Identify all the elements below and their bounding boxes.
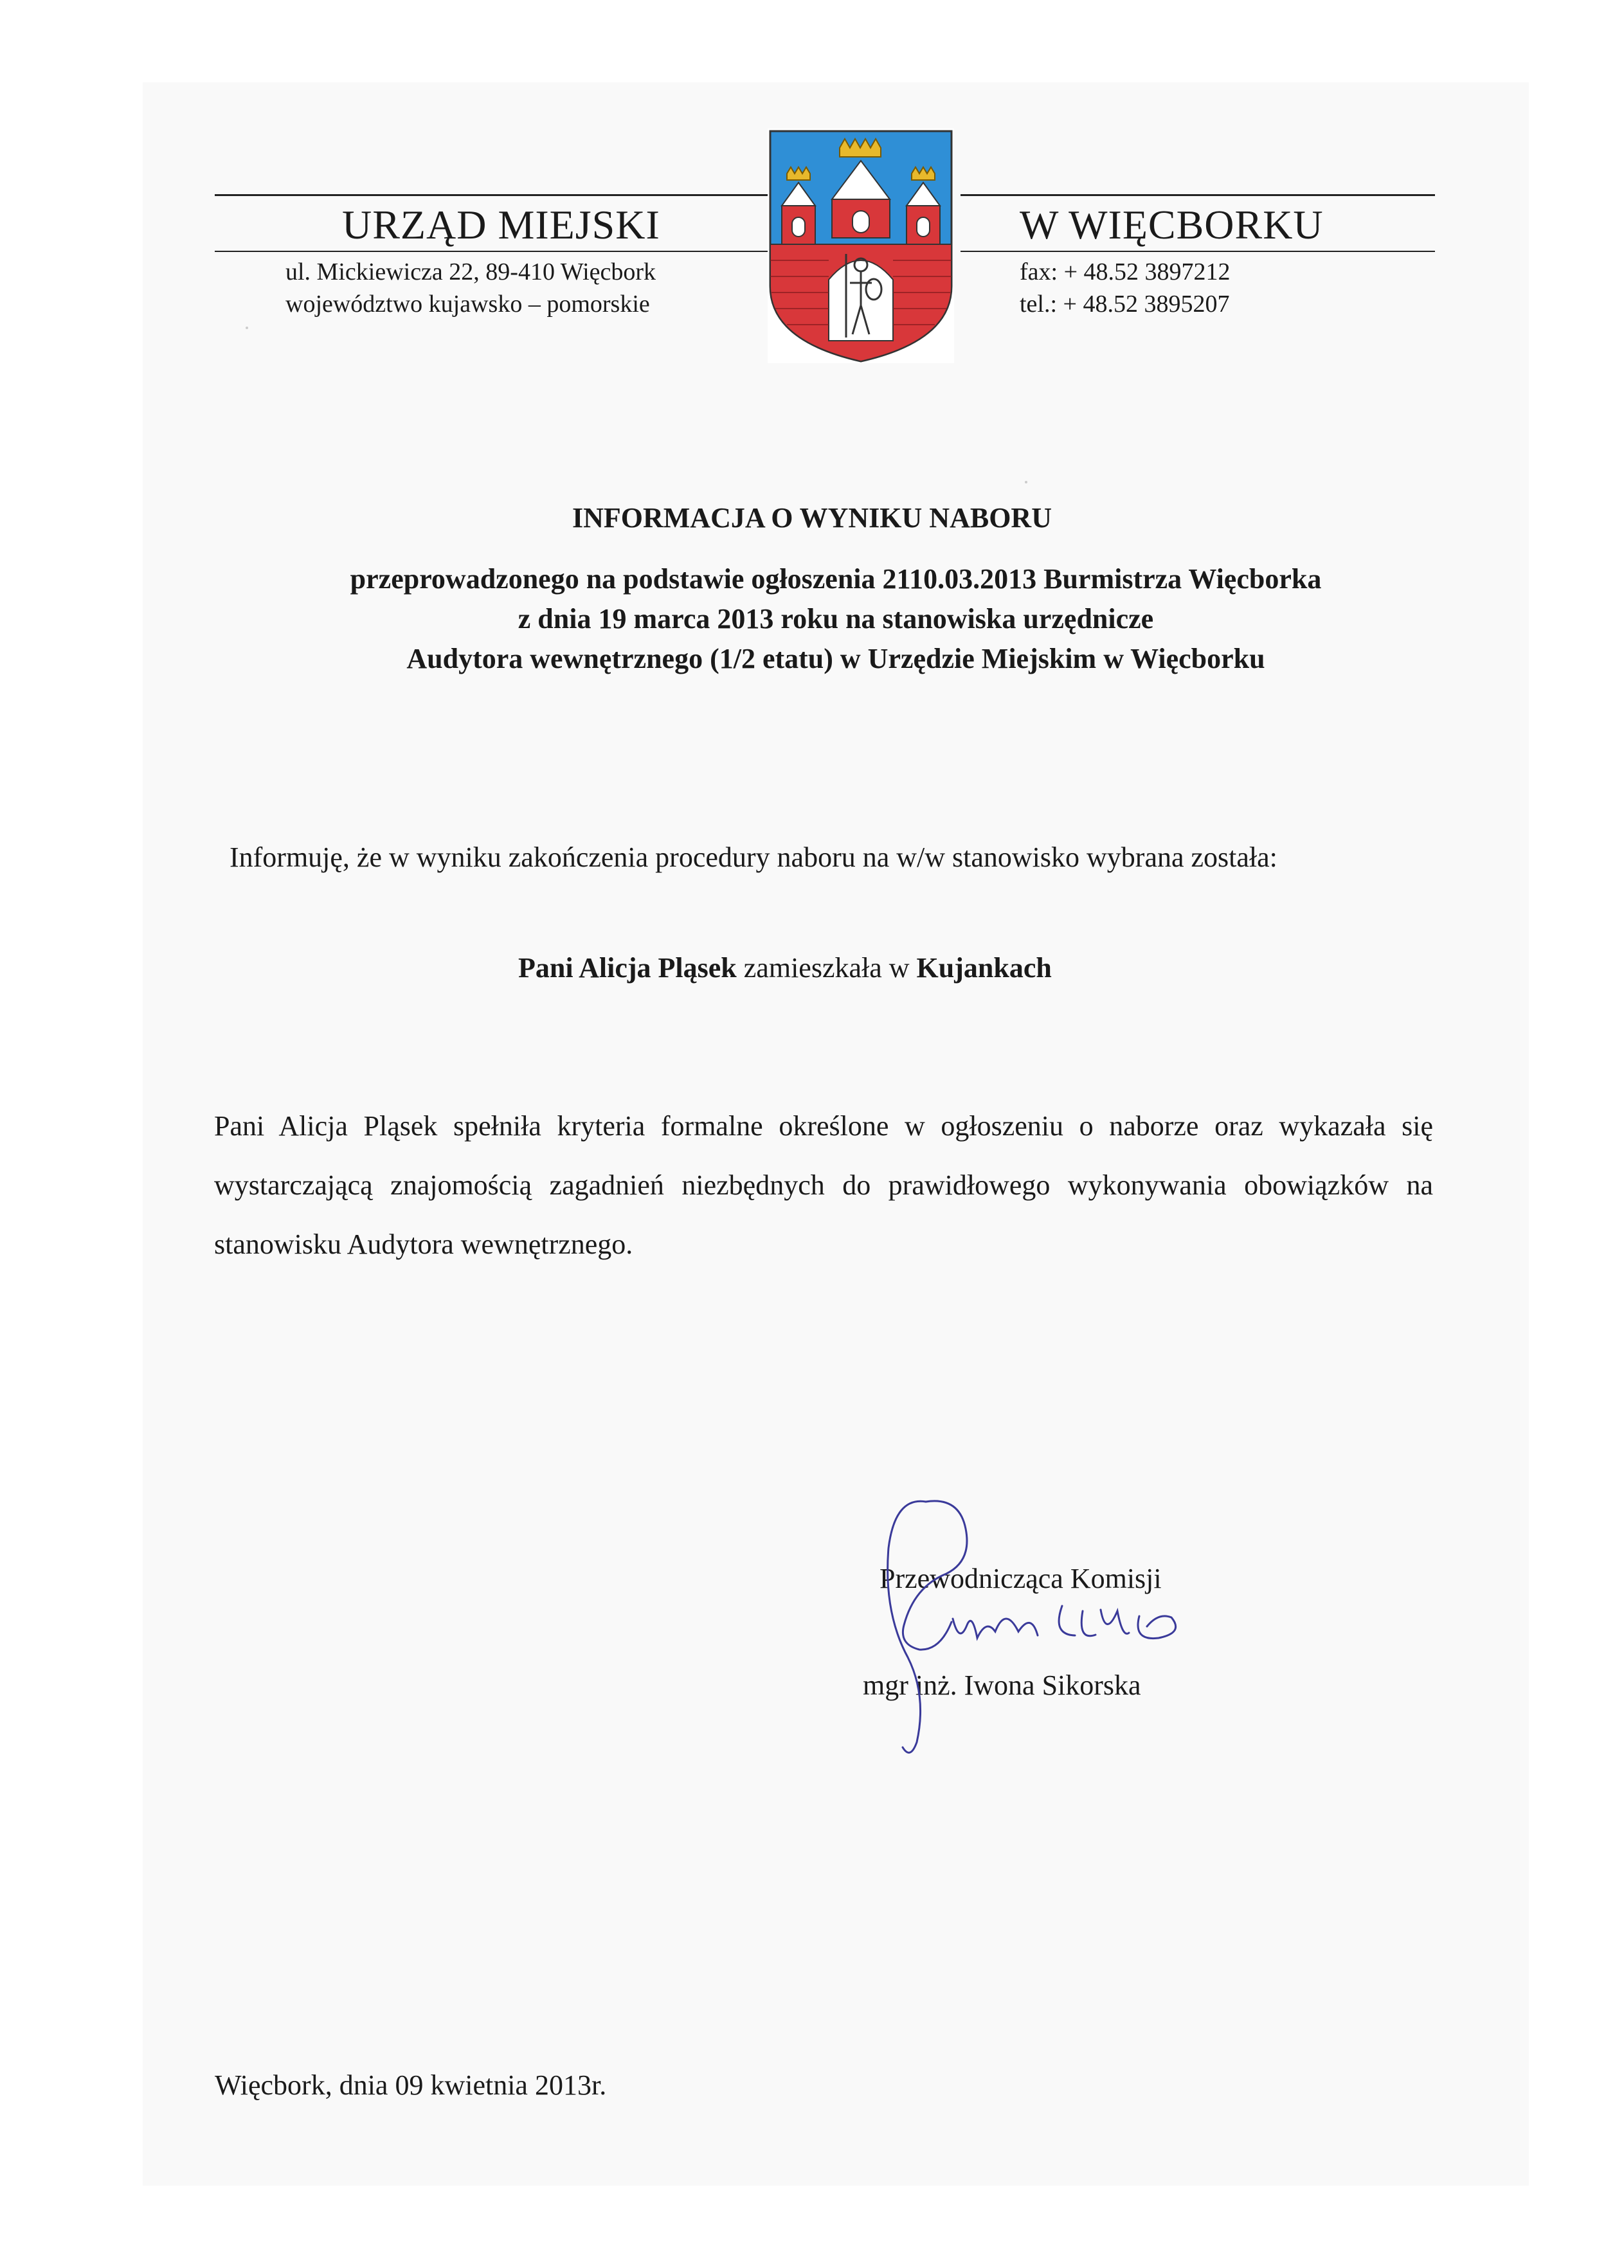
header-rule-top-right bbox=[961, 194, 1435, 196]
office-name-right: W WIĘCBORKU bbox=[1020, 202, 1324, 248]
fax-number: fax: + 48.52 3897212 bbox=[1020, 258, 1231, 285]
committee-chair-name: mgr inż. Iwona Sikorska bbox=[863, 1670, 1141, 1701]
coat-of-arms-logo bbox=[768, 129, 954, 363]
subtitle-line-3: Audytora wewnętrznego (1/2 etatu) w Urzędzie Miejskim w Więcborku bbox=[406, 643, 1265, 674]
address-region: województwo kujawsko – pomorskie bbox=[285, 291, 650, 318]
signature-stroke bbox=[888, 1501, 1176, 1752]
document-title: INFORMACJA O WYNIKU NABORU bbox=[572, 502, 1052, 534]
justification-paragraph: Pani Alicja Pląsek spełniła kryteria formalne określone w ogłoszeniu o naborze oraz wykazała się wystarczającą znajomością zagadnień niezbędnych do prawidłowego wykonywania obowiązków na stanowisku Audytora wewnętrznego. bbox=[214, 1110, 1433, 1260]
place-and-date: Więcbork, dnia 09 kwietnia 2013r. bbox=[215, 2069, 607, 2101]
scan-speck bbox=[1025, 481, 1027, 483]
committee-chair-role: Przewodnicząca Komisji bbox=[880, 1563, 1162, 1594]
intro-paragraph: Informuję, że w wyniku zakończenia procedury naboru na w/w stanowisko wybrana została: bbox=[230, 842, 1277, 873]
header-rule-bottom-left bbox=[215, 251, 768, 252]
left-crown-icon bbox=[787, 167, 810, 180]
residence-text: zamieszkała w bbox=[736, 952, 917, 984]
address-street: ul. Mickiewicza 22, 89-410 Więcbork bbox=[285, 258, 656, 285]
document-page bbox=[143, 82, 1529, 2186]
header-rule-bottom-right bbox=[961, 251, 1435, 252]
subtitle-line-2: z dnia 19 marca 2013 roku na stanowiska urzędnicze bbox=[518, 603, 1154, 634]
right-window bbox=[917, 217, 930, 237]
left-window bbox=[792, 217, 805, 237]
office-name-left: URZĄD MIEJSKI bbox=[342, 202, 660, 248]
scan-speck bbox=[246, 327, 248, 329]
header-rule-top-left bbox=[215, 194, 768, 196]
right-crown-icon bbox=[912, 167, 935, 180]
candidate-name: Pani Alicja Pląsek bbox=[518, 952, 737, 984]
residence-place: Kujankach bbox=[916, 952, 1052, 984]
subtitle-line-1: przeprowadzonego na podstawie ogłoszenia 2110.03.2013 Burmistrza Więcborka bbox=[350, 563, 1322, 595]
tel-number: tel.: + 48.52 3895207 bbox=[1020, 291, 1230, 318]
center-window bbox=[853, 211, 869, 233]
handwritten-signature bbox=[869, 1490, 1204, 1760]
selected-candidate-line bbox=[518, 951, 1052, 984]
